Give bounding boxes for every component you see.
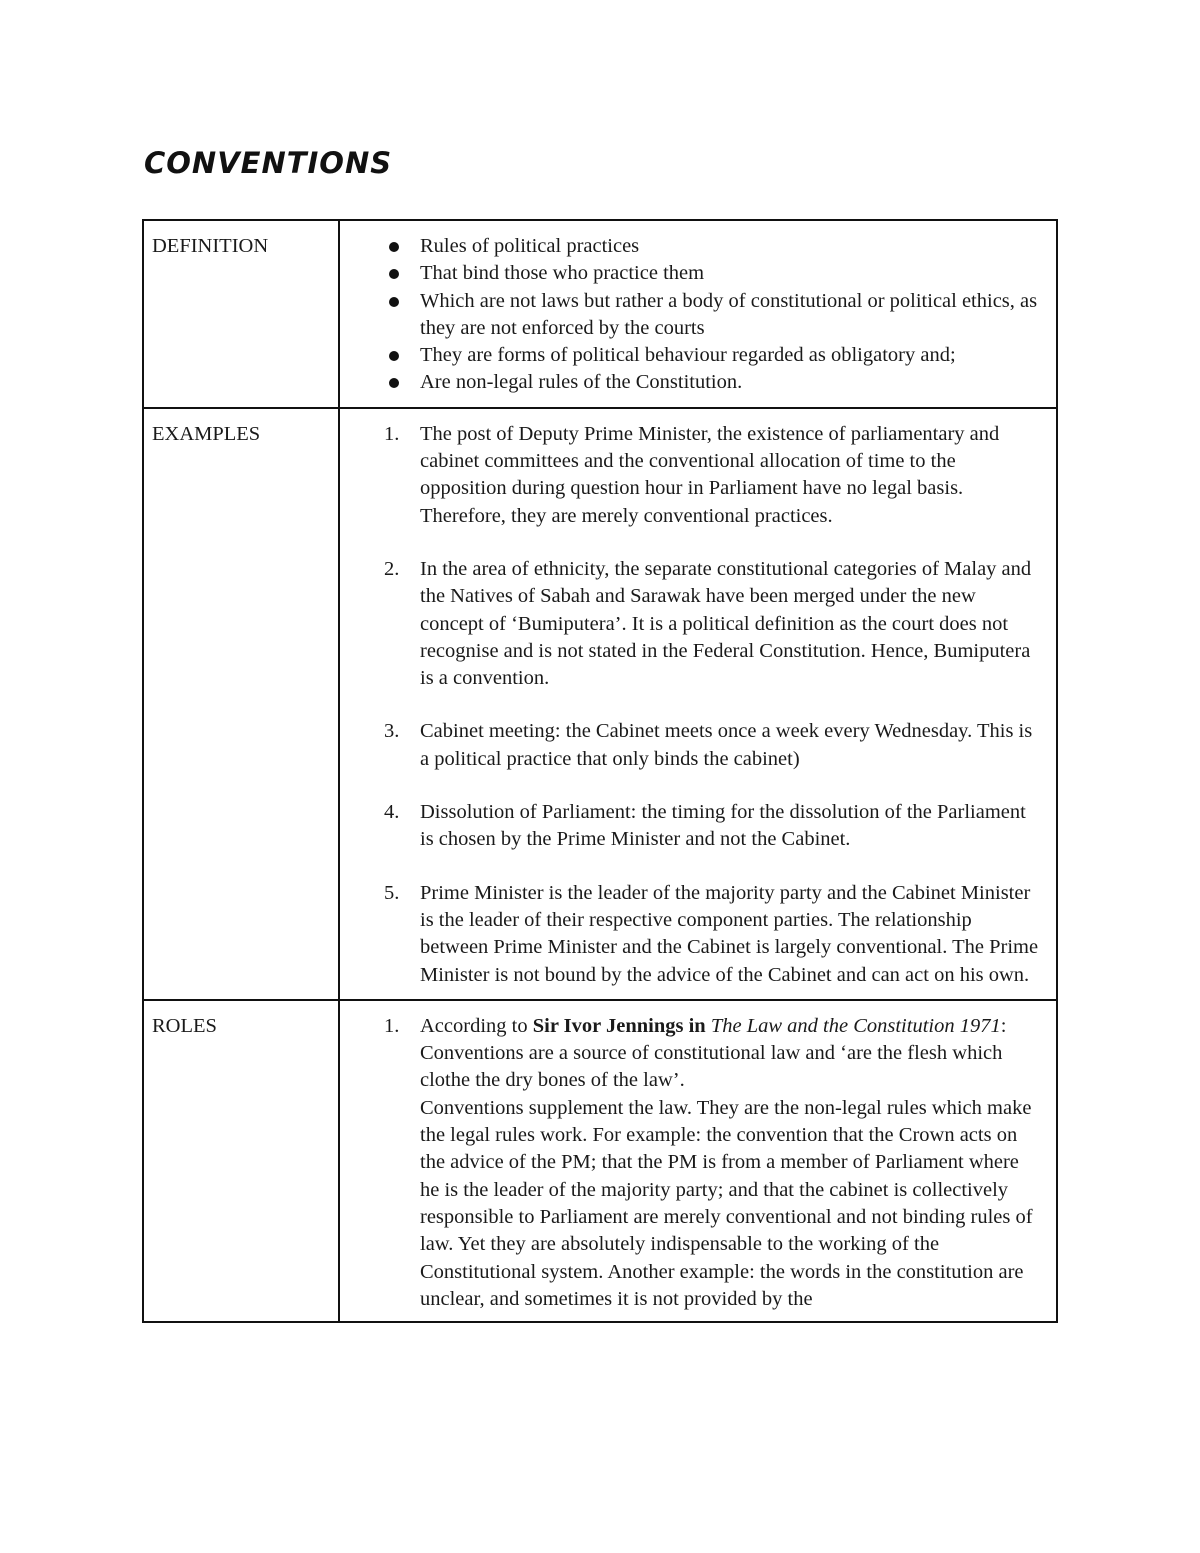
roles-list	[340, 1013, 1042, 1313]
list-item: That bind those who practice them	[340, 260, 1042, 287]
list-item	[340, 799, 1042, 854]
examples-row	[143, 408, 1057, 1000]
conventions-table	[142, 219, 1058, 1323]
bullet-icon	[389, 297, 399, 307]
roles-content	[339, 1000, 1057, 1322]
list-item	[340, 718, 1042, 773]
item-text: Dissolution of Parliament: the timing for the dissolution of the Parliament is chosen by the Prime Minister and not the Cabinet.	[420, 801, 1026, 851]
definition-row	[143, 220, 1057, 408]
list-item: They are forms of political behaviour regarded as obligatory and;	[340, 342, 1042, 369]
bullet-icon	[389, 351, 399, 361]
item-number: 1.	[384, 1014, 400, 1037]
item-number: 4.	[384, 801, 400, 824]
roles-row	[143, 1000, 1057, 1322]
role-work-title: The Law and the Constitution 1971	[710, 1014, 1001, 1037]
page-title: CONVENTIONS	[144, 146, 393, 180]
examples-list	[340, 421, 1042, 989]
bullet-icon	[389, 378, 399, 388]
examples-label: EXAMPLES	[143, 408, 339, 1000]
bullet-icon	[389, 269, 399, 279]
item-number: 1.	[384, 422, 400, 445]
definition-list	[340, 233, 1042, 397]
role-author: Sir Ivor Jennings in	[532, 1014, 706, 1037]
item-number: 5.	[384, 881, 400, 904]
list-item	[340, 556, 1042, 692]
definition-label: DEFINITION	[143, 220, 339, 408]
definition-content	[339, 220, 1057, 408]
bullet-icon	[389, 242, 399, 252]
list-item	[340, 421, 1042, 530]
role-intro: According to	[420, 1014, 533, 1037]
item-text: In the area of ethnicity, the separate constitutional categories of Malay and the Natives of Sabah and Sarawak have been merged under the new concept of ‘Bumiputera’. It is a political definition as the court does not recognise and is not stated in the Federal Constitution. Hence, Bumiputera is a convention.	[420, 557, 1032, 690]
item-number: 3.	[384, 720, 400, 743]
role-body: Conventions supplement the law. They are the non-legal rules which make the legal rules work. For example: the convention that the Crown acts on the advice of the PM; that the PM is from a member of Parliament where he is the leader of the majority party; and that the cabinet is collectively responsible to Parliament are merely conventional and not binding rules of law. Yet they are absolutely indispensable to the working of the Constitutional system. Another example: the words in the constitution are unclear, and sometimes it is not provided by the	[420, 1096, 1033, 1310]
item-number: 2.	[384, 557, 400, 580]
list-item: Which are not laws but rather a body of constitutional or political ethics, as they are not enforced by the courts	[340, 288, 1042, 343]
item-text: Prime Minister is the leader of the majority party and the Cabinet Minister is the leader of their respective component parties. The relationship between Prime Minister and the Cabinet is largely conventional. The Prime Minister is not bound by the advice of the Cabinet and can act on his own.	[420, 881, 1039, 986]
item-text: The post of Deputy Prime Minister, the existence of parliamentary and cabinet committees and the conventional allocation of time to the opposition during question hour in Parliament have no legal basis. Therefore, they are merely conventional practices.	[420, 422, 1000, 527]
list-item: Rules of political practices	[340, 233, 1042, 260]
examples-content	[339, 408, 1057, 1000]
list-item	[340, 1013, 1042, 1313]
list-item: Are non-legal rules of the Constitution.	[340, 369, 1042, 396]
item-text: Cabinet meeting: the Cabinet meets once a week every Wednesday. This is a political practice that only binds the cabinet)	[420, 720, 1033, 770]
roles-label: ROLES	[143, 1000, 339, 1322]
list-item	[340, 880, 1042, 989]
role-quote: : Conventions are a source of constitutional law and ‘are the flesh which clothe the dry bones of the law’.	[420, 1014, 1007, 1092]
